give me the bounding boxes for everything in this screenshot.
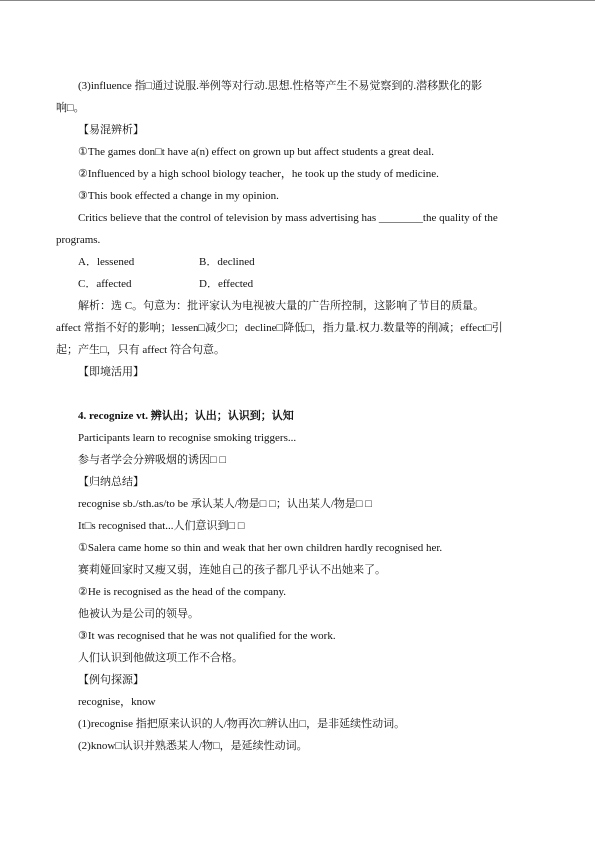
option-d: D．effected (199, 278, 254, 290)
summary-heading: 【归纳总结】 (78, 476, 144, 488)
pattern-2: It□s recognised that...人们意识到□ □ (78, 520, 245, 532)
confusion-example-3: ③This book effected a change in my opinion. (78, 190, 279, 202)
analysis-line2: affect 常指不好的影响；lessen□减少□；decline□降低□，指力量.权力.数量等的削减；effect□引 (56, 322, 503, 334)
sentence-3-zh: 人们认识到他做这项工作不合格。 (78, 652, 243, 664)
sentence-1-en: ①Salera came home so thin and weak that her own children hardly recognised her. (78, 542, 443, 554)
pattern-1: recognise sb./sth.as/to be 承认某人/物是□ □；认出某人/物是□ □ (78, 498, 372, 510)
analysis-line3: 起；产生□，只有 affect 符合句意。 (56, 344, 225, 356)
sentence-1-zh: 赛莉娅回家时又瘦又弱，连她自己的孩子都几乎认不出她来了。 (78, 564, 386, 576)
analysis-line1: 解析：选 C。句意为：批评家认为电视被大量的广告所控制，这影响了节目的质量。 (78, 300, 485, 312)
sentence-2-zh: 他被认为是公司的领导。 (78, 608, 199, 620)
option-c: C．affected (78, 278, 132, 290)
influence-note-line1: (3)influence 指□通过说服.举例等对行动.思想.性格等产生不易觉察到的.潜移默化的影 (78, 80, 483, 92)
question-line1: Critics believe that the control of television by mass advertising has ________the quality of the (78, 212, 498, 224)
confusion-heading: 【易混辨析】 (78, 124, 144, 136)
note-2: (2)know□认识并熟悉某人/物□，是延续性动词。 (78, 740, 308, 752)
influence-note-line2: 响□。 (56, 102, 85, 114)
sentence-2-en: ②He is recognised as the head of the company. (78, 586, 286, 598)
question-line2: programs. (56, 234, 101, 246)
option-b: B．declined (199, 256, 255, 268)
note-1: (1)recognise 指把原来认识的人/物再次□辨认出□，是非延续性动词。 (78, 718, 406, 730)
recognize-heading: 4. recognize vt. 辨认出；认出；认识到；认知 (78, 410, 294, 422)
sentence-3-en: ③It was recognised that he was not qualified for the work. (78, 630, 336, 642)
header-rule (0, 0, 595, 1)
option-a: A．lessened (78, 256, 135, 268)
confusion-example-2: ②Influenced by a high school biology teacher，he took up the study of medicine. (78, 168, 439, 180)
source-heading: 【例句探源】 (78, 674, 144, 686)
recognize-example-zh: 参与者学会分辨吸烟的诱因□ □ (78, 454, 227, 466)
recognize-example-en: Participants learn to recognise smoking triggers... (78, 432, 297, 444)
compare-words: recognise，know (78, 696, 156, 708)
practice-heading: 【即境活用】 (78, 366, 144, 378)
confusion-example-1: ①The games don□t have a(n) effect on grown up but affect students a great deal. (78, 146, 435, 158)
